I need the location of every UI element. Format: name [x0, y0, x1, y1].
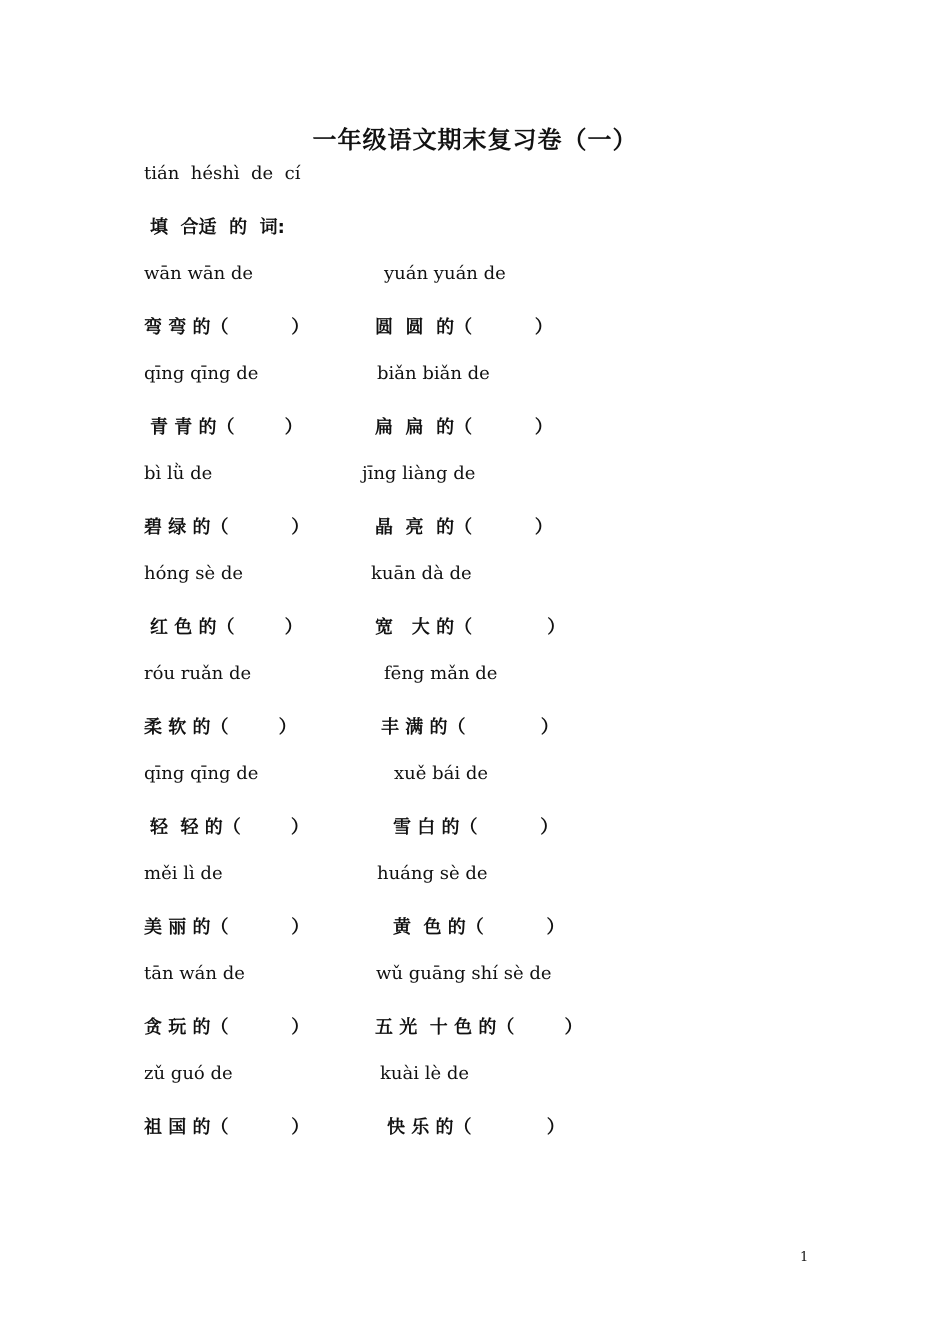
fill-blank-right: 晶 亮 的（ ） [375, 517, 553, 538]
fill-blank-right: 扁 扁 的（ ） [375, 417, 553, 438]
fill-blank-right: 宽 大 的（ ） [375, 617, 566, 638]
fill-blank-left: 弯 弯 的（ ） [144, 317, 310, 338]
fill-blank-right: 圆 圆 的（ ） [375, 317, 553, 338]
pinyin-right: wǔ guāng shí sè de [376, 963, 552, 984]
fill-blank-right: 雪 白 的（ ） [393, 817, 559, 838]
fill-blank-left: 青 青 的（ ） [150, 417, 303, 438]
fill-blank-right: 丰 满 的（ ） [381, 717, 559, 738]
pinyin-right: fēng mǎn de [384, 663, 498, 684]
fill-blank-right: 快 乐 的（ ） [387, 1117, 565, 1138]
fill-blank-right: 五 光 十 色 的（ ） [375, 1017, 583, 1038]
fill-blank-left: 贪 玩 的（ ） [144, 1017, 310, 1038]
fill-blank-left: 美 丽 的（ ） [144, 917, 310, 938]
pinyin-left: qīng qīng de [144, 763, 259, 784]
pinyin-right: kuān dà de [371, 563, 472, 584]
intro-text: 填 合适 的 词: [150, 217, 285, 238]
pinyin-left: róu ruǎn de [144, 663, 252, 684]
page-number: 1 [800, 1250, 809, 1265]
pinyin-left: bì lǜ de [144, 463, 213, 484]
fill-blank-right: 黄 色 的（ ） [393, 917, 565, 938]
pinyin-right: jīng liàng de [362, 463, 476, 484]
pinyin-left: zǔ guó de [144, 1063, 233, 1084]
pinyin-right: kuài lè de [380, 1063, 470, 1084]
fill-blank-left: 碧 绿 的（ ） [144, 517, 310, 538]
pinyin-left: wān wān de [144, 263, 254, 284]
pinyin-right: huáng sè de [377, 863, 488, 884]
pinyin-right: biǎn biǎn de [377, 363, 490, 384]
pinyin-right: yuán yuán de [384, 263, 506, 284]
pinyin-right: xuě bái de [394, 763, 489, 784]
page-title: 一年级语文期末复习卷（一） [312, 126, 638, 154]
fill-blank-left: 祖 国 的（ ） [144, 1117, 310, 1138]
fill-blank-left: 红 色 的（ ） [150, 617, 303, 638]
pinyin-left: qīng qīng de [144, 363, 259, 384]
pinyin-left: tān wán de [144, 963, 245, 984]
pinyin-left: měi lì de [144, 863, 223, 884]
intro-pinyin: tián héshì de cí [144, 163, 301, 184]
fill-blank-left: 轻 轻 的（ ） [150, 817, 309, 838]
fill-blank-left: 柔 软 的（ ） [144, 717, 297, 738]
pinyin-left: hóng sè de [144, 563, 244, 584]
